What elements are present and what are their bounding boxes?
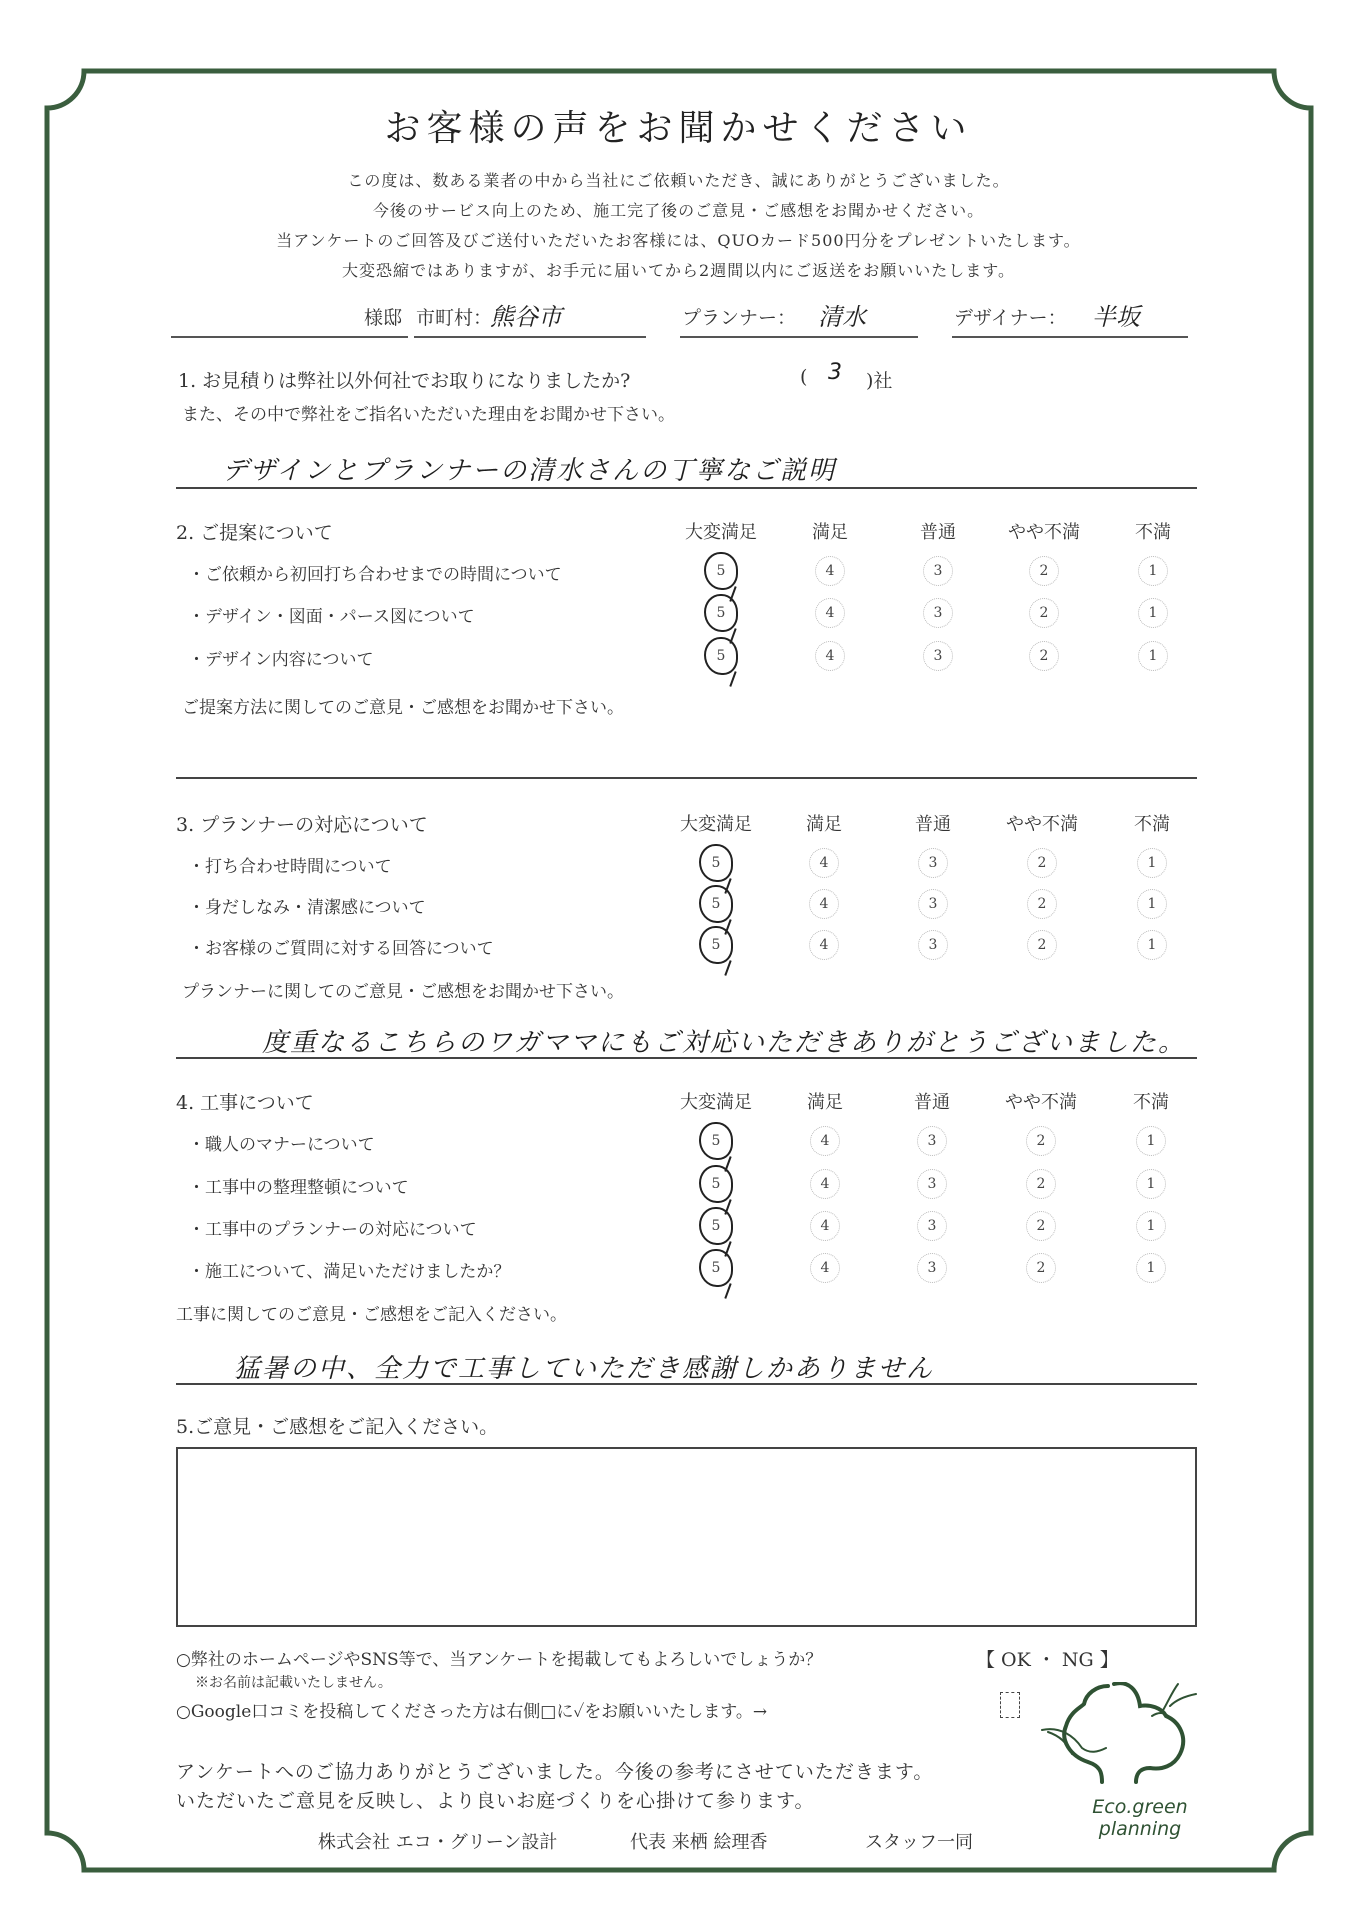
q4-item-1-rating-1[interactable]: 1 [1136, 1126, 1166, 1156]
footer-representative: 代表 来栖 絵理香 [630, 1832, 768, 1853]
q3-item-1-rating-5[interactable]: 5 [699, 844, 733, 882]
q4-item-3-rating-1[interactable]: 1 [1136, 1211, 1166, 1241]
q4-col-very-satisfied: 大変満足 [680, 1092, 752, 1113]
thanks-line-2: いただいたご意見を反映し、より良いお庭づくりを心掛けて参ります。 [176, 1790, 815, 1812]
q4-col-somewhat-dissatisfied: やや不満 [1005, 1092, 1077, 1113]
q4-item-1-rating-4[interactable]: 4 [810, 1126, 840, 1156]
designer-value: 半坂 [1092, 303, 1140, 331]
planner-field[interactable] [680, 300, 918, 338]
intro-line-4: 大変恐縮ではありますが、お手元に届いてから2週間以内にご返送をお願いいたします。 [342, 261, 1015, 280]
q1-paren-close: )社 [866, 370, 893, 392]
google-review-checkbox[interactable] [1000, 1692, 1020, 1718]
footer-staff: スタッフ一同 [865, 1832, 973, 1853]
q4-item-1-rating-3[interactable]: 3 [917, 1126, 947, 1156]
q2-col-neutral: 普通 [920, 522, 956, 543]
q4-item-2-rating-4[interactable]: 4 [810, 1169, 840, 1199]
q3-col-satisfied: 満足 [806, 814, 842, 835]
designer-label: デザイナー： [954, 307, 1067, 329]
planner-value: 清水 [818, 303, 866, 331]
page-title: お客様の声をお聞かせください [384, 108, 973, 149]
q1-company-count[interactable]: 3 [828, 360, 844, 385]
q3-item-3-rating-4[interactable]: 4 [809, 930, 839, 960]
q4-item-3-label: ・工事中のプランナーの対応について [188, 1220, 477, 1240]
q4-col-satisfied: 満足 [807, 1092, 843, 1113]
q4-comment[interactable]: 猛暑の中、全力で工事していただき感謝しかありません [234, 1354, 935, 1384]
q3-item-1-rating-4[interactable]: 4 [809, 848, 839, 878]
city-label: 市町村： [416, 307, 493, 329]
q2-heading: 2. ご提案について [176, 522, 333, 544]
q3-item-1-rating-3[interactable]: 3 [918, 848, 948, 878]
tree-icon [1040, 1682, 1240, 1792]
intro-line-3: 当アンケートのご回答及びご送付いただいたお客様には、QUOカード500円分をプレゼントいたします。 [276, 231, 1081, 250]
q4-item-4-label: ・施工について、満足いただけましたか？ [188, 1262, 511, 1282]
intro-line-2: 今後のサービス向上のため、施工完了後のご意見・ご感想をお聞かせください。 [372, 201, 985, 220]
q3-col-neutral: 普通 [915, 814, 951, 835]
q3-col-dissatisfied: 不満 [1134, 814, 1170, 835]
customer-name-field[interactable] [171, 300, 408, 338]
q2-item-3-label: ・デザイン内容について [188, 650, 374, 670]
q2-item-1-rating-2[interactable]: 2 [1029, 556, 1059, 586]
google-review-text: ○Google口コミを投稿してくださった方は右側□に✓をお願いいたします。→ [176, 1702, 768, 1722]
q3-item-1-label: ・打ち合わせ時間について [188, 857, 392, 877]
q2-item-3-rating-4[interactable]: 4 [815, 641, 845, 671]
q3-col-somewhat-dissatisfied: やや不満 [1006, 814, 1078, 835]
city-value: 熊谷市 [490, 303, 562, 331]
q4-item-2-rating-3[interactable]: 3 [917, 1169, 947, 1199]
q4-item-4-rating-2[interactable]: 2 [1026, 1253, 1056, 1283]
q4-comment-label: 工事に関してのご意見・ご感想をご記入ください。 [176, 1305, 567, 1325]
company-logo [1040, 1682, 1240, 1862]
q2-item-3-rating-5[interactable]: 5 [704, 637, 738, 675]
customer-name-suffix: 様邸 [363, 307, 402, 329]
q2-comment-line [176, 777, 1197, 779]
publish-note: ※お名前は記載いたしません。 [195, 1675, 392, 1691]
q5-comment-box[interactable] [176, 1447, 1197, 1627]
q1-sub-question: また、その中で弊社をご指名いただいた理由をお聞かせ下さい。 [182, 405, 675, 425]
publish-ok-ng-choice[interactable]: 【 OK ・ NG 】 [976, 1649, 1119, 1671]
q2-col-very-satisfied: 大変満足 [685, 522, 757, 543]
q4-col-dissatisfied: 不満 [1133, 1092, 1169, 1113]
q4-item-3-rating-4[interactable]: 4 [810, 1211, 840, 1241]
q3-item-3-rating-2[interactable]: 2 [1027, 930, 1057, 960]
q2-item-3-rating-1[interactable]: 1 [1138, 641, 1168, 671]
q4-item-3-rating-3[interactable]: 3 [917, 1211, 947, 1241]
q3-comment[interactable]: 度重なるこちらのワガママにもご対応いただきありがとうございました。 [262, 1028, 1187, 1058]
q4-item-2-rating-5[interactable]: 5 [699, 1165, 733, 1203]
q3-item-2-rating-5[interactable]: 5 [699, 885, 733, 923]
planner-label: プランナー： [682, 307, 797, 329]
logo-text-line-2: planning [1098, 1818, 1182, 1840]
q5-heading: 5.ご意見・ご感想をご記入ください。 [176, 1416, 499, 1438]
q3-item-3-rating-5[interactable]: 5 [699, 926, 733, 964]
q1-paren-open: ( [800, 366, 808, 388]
q4-comment-line [176, 1383, 1197, 1385]
q3-item-2-label: ・身だしなみ・清潔感について [188, 898, 426, 918]
q4-item-4-rating-5[interactable]: 5 [699, 1249, 733, 1287]
q4-item-4-rating-3[interactable]: 3 [917, 1253, 947, 1283]
q4-item-2-label: ・工事中の整理整頓について [188, 1178, 409, 1198]
q2-item-1-rating-3[interactable]: 3 [923, 556, 953, 586]
city-field[interactable] [414, 300, 646, 338]
q3-item-1-rating-1[interactable]: 1 [1137, 848, 1167, 878]
q3-item-3-rating-1[interactable]: 1 [1137, 930, 1167, 960]
q2-item-2-rating-3[interactable]: 3 [923, 598, 953, 628]
q4-item-4-rating-1[interactable]: 1 [1136, 1253, 1166, 1283]
q2-item-2-label: ・デザイン・図面・パース図について [188, 607, 475, 627]
q3-item-3-label: ・お客様のご質問に対する回答について [188, 939, 494, 959]
q2-item-1-rating-5[interactable]: 5 [704, 552, 738, 590]
q4-item-3-rating-5[interactable]: 5 [699, 1207, 733, 1245]
q3-item-2-rating-1[interactable]: 1 [1137, 889, 1167, 919]
q2-col-dissatisfied: 不満 [1135, 522, 1171, 543]
q4-item-2-rating-1[interactable]: 1 [1136, 1169, 1166, 1199]
q2-item-1-rating-4[interactable]: 4 [815, 556, 845, 586]
q1-comment-line [176, 487, 1197, 489]
q2-item-2-rating-4[interactable]: 4 [815, 598, 845, 628]
q3-item-2-rating-3[interactable]: 3 [918, 889, 948, 919]
q4-item-1-label: ・職人のマナーについて [188, 1135, 375, 1155]
q3-col-very-satisfied: 大変満足 [680, 814, 752, 835]
q2-col-satisfied: 満足 [812, 522, 848, 543]
q1-comment[interactable]: デザインとプランナーの清水さんの丁寧なご説明 [222, 456, 837, 486]
footer-company: 株式会社 エコ・グリーン設計 [318, 1832, 558, 1853]
q4-col-neutral: 普通 [914, 1092, 950, 1113]
q4-heading: 4. 工事について [176, 1092, 314, 1114]
q4-item-4-rating-4[interactable]: 4 [810, 1253, 840, 1283]
q3-item-3-rating-3[interactable]: 3 [918, 930, 948, 960]
q2-item-2-rating-2[interactable]: 2 [1029, 598, 1059, 628]
q2-item-1-rating-1[interactable]: 1 [1138, 556, 1168, 586]
q2-item-1-label: ・ご依頼から初回打ち合わせまでの時間について [188, 565, 562, 585]
q2-item-2-rating-1[interactable]: 1 [1138, 598, 1168, 628]
q3-comment-label: プランナーに関してのご意見・ご感想をお聞かせ下さい。 [182, 982, 624, 1002]
designer-field[interactable] [952, 300, 1188, 338]
q4-item-2-rating-2[interactable]: 2 [1026, 1169, 1056, 1199]
q4-item-3-rating-2[interactable]: 2 [1026, 1211, 1056, 1241]
logo-text-line-1: Eco.green [1092, 1796, 1188, 1818]
q4-item-1-rating-5[interactable]: 5 [699, 1122, 733, 1160]
q2-col-somewhat-dissatisfied: やや不満 [1008, 522, 1080, 543]
q2-item-3-rating-3[interactable]: 3 [923, 641, 953, 671]
q1-question: 1. お見積りは弊社以外何社でお取りになりましたか? [178, 370, 631, 392]
intro-line-1: この度は、数ある業者の中から当社にご依頼いただき、誠にありがとうございました。 [347, 171, 1010, 190]
q3-comment-line [176, 1057, 1197, 1059]
q3-item-2-rating-2[interactable]: 2 [1027, 889, 1057, 919]
q3-item-1-rating-2[interactable]: 2 [1027, 848, 1057, 878]
q4-item-1-rating-2[interactable]: 2 [1026, 1126, 1056, 1156]
q2-item-2-rating-5[interactable]: 5 [704, 594, 738, 632]
q3-heading: 3. プランナーの対応について [176, 814, 428, 836]
q3-item-2-rating-4[interactable]: 4 [809, 889, 839, 919]
thanks-line-1: アンケートへのご協力ありがとうございました。今後の参考にさせていただきます。 [176, 1761, 934, 1783]
q2-item-3-rating-2[interactable]: 2 [1029, 641, 1059, 671]
publish-question: ○弊社のホームページやSNS等で、当アンケートを掲載してもよろしいでしょうか？ [176, 1650, 823, 1670]
q2-comment-label: ご提案方法に関してのご意見・ご感想をお聞かせ下さい。 [182, 698, 624, 718]
